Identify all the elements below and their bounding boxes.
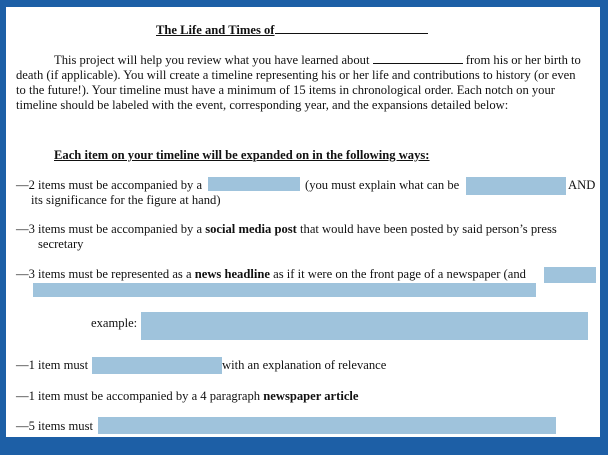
item-5-line: —1 item must be accompanied by a 4 paragraph newspaper article: [16, 389, 359, 403]
item-4-line: —1 item must: [16, 358, 89, 372]
intro-line-2: death (if applicable). You will create a timeline representing his or her life and contributions to history (or even: [16, 68, 576, 82]
item-1-continuation: its significance for the figure at hand): [31, 193, 221, 207]
intro-line-3: to the future!). Your timeline must have a minimum of 15 items in chronological order. Each notch on your: [16, 83, 555, 97]
item-2-continuation: secretary: [38, 237, 84, 251]
item-2-line: —3 items must be accompanied by a social media post that would have been posted by said person’s press: [16, 222, 557, 236]
redaction-bar: [33, 283, 536, 297]
item-1-note: (you must explain what can be: [305, 178, 460, 192]
page-title: [156, 23, 428, 38]
redaction-bar: [466, 177, 566, 195]
example-label: example:: [91, 316, 138, 330]
item-4-note: with an explanation of relevance: [222, 358, 387, 372]
item-1-and: AND: [568, 178, 596, 192]
item-3-line: —3 items must be represented as a news headline as if it were on the front page of a newspaper (and: [16, 267, 526, 281]
item-1-line: —2 items must be accompanied by a: [16, 178, 203, 192]
section-heading: Each item on your timeline will be expanded on in the following ways:: [54, 148, 430, 162]
redaction-bar: [544, 267, 596, 283]
intro-line-4: timeline should be labeled with the event, corresponding year, and the expansions detailed below:: [16, 98, 509, 112]
intro-line-1: This project will help you review what you have learned about from his or her birth to: [54, 53, 581, 67]
title-blank: [275, 33, 428, 34]
redaction-bar: [98, 417, 556, 434]
document-page: [6, 7, 600, 437]
redaction-bar: [141, 312, 588, 340]
item-6-line: —5 items must: [16, 419, 93, 433]
title-text: The Life and Times of: [156, 23, 275, 37]
redaction-bar: [208, 177, 300, 191]
subject-blank: [373, 63, 463, 64]
redaction-bar: [92, 357, 222, 374]
